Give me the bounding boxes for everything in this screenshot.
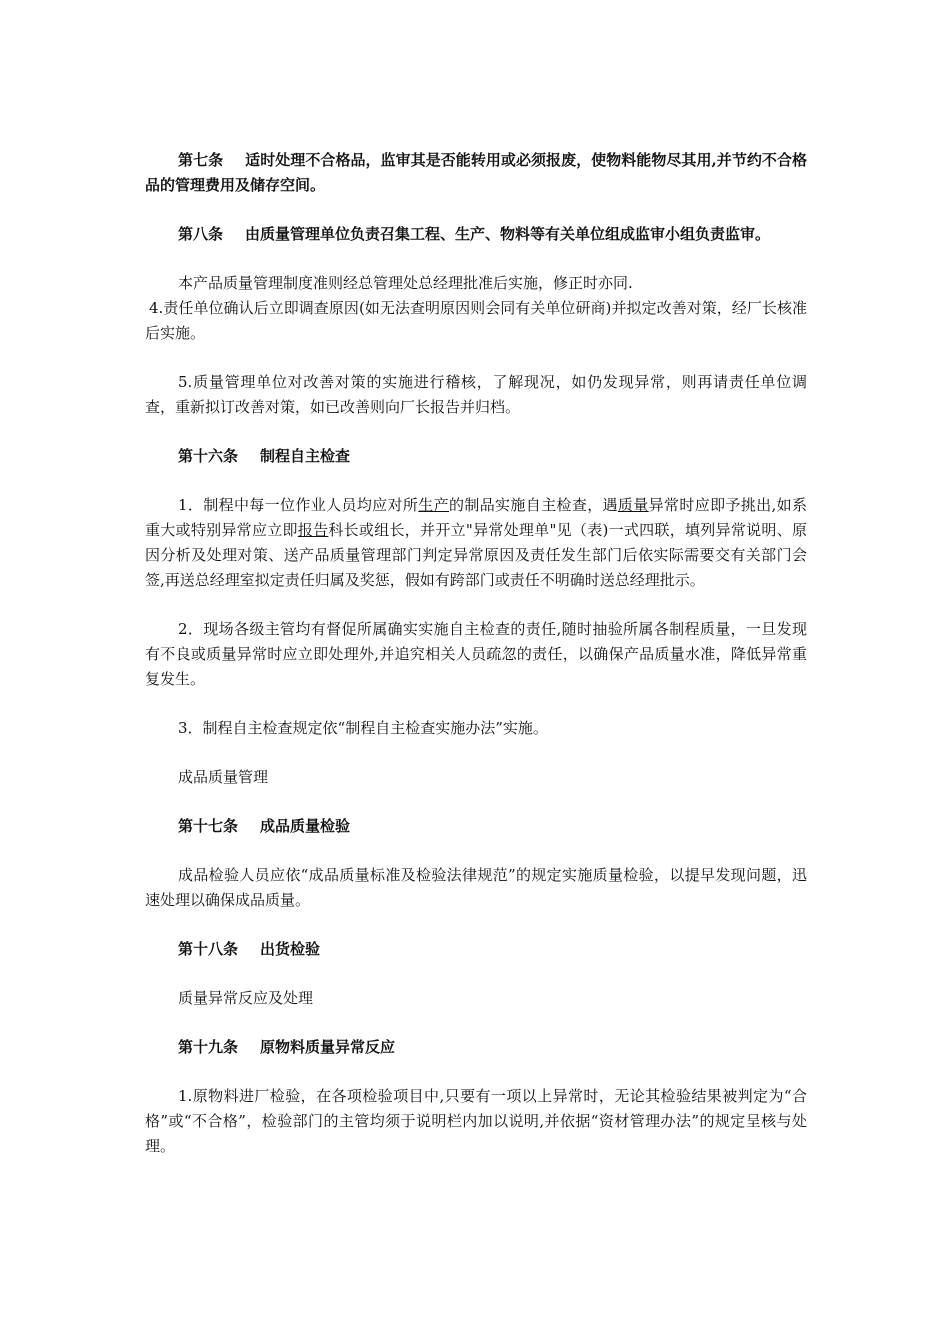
article-7 [145,148,807,198]
item-4: 4.责任单位确认后立即调查原因(如无法查明原因则会同有关单位研商)并拟定改善对策，经厂长核准后实施。 [145,299,807,342]
process-item-3: 3．制程自主检查规定依“制程自主检查实施办法”实施。 [178,719,548,737]
article-19-number: 第十九条 [178,1038,239,1056]
process-item-2: 2．现场各级主管均有督促所属确实实施自主检查的责任,随时抽验所属各制程质量，一旦发现有不良或质量异常时应立即处理外,并追究相关人员疏忽的责任，以确保产品质量水准，降低异常重复发生。 [145,620,807,688]
article-16-number: 第十六条 [178,447,239,465]
article-17-number: 第十七条 [178,817,239,835]
link-production[interactable]: 生产 [418,496,449,514]
item-5: 5.质量管理单位对改善对策的实施进行稽核，了解现况，如仍发现异常，则再请责任单位调查，重新拟订改善对策，如已改善则向厂长报告并归档。 [145,373,807,416]
article-17-heading [145,814,807,839]
process-item-1-part1: 1．制程中每一位作业人员均应对所 [178,496,419,514]
approval-note: 本产品质量管理制度准则经总管理处总经理批准后实施，修正时亦同. [178,274,633,292]
article-19-heading [145,1035,807,1060]
article-17-title: 成品质量检验 [260,817,351,835]
article-7-number: 第七条 [178,151,224,169]
article-18-title: 出货检验 [260,940,321,958]
link-report[interactable]: 报告 [297,521,329,539]
article-16-heading [145,444,807,469]
link-quality[interactable]: 质量 [617,496,649,514]
document-body [145,148,807,1183]
process-item-1 [145,493,807,593]
process-item-1-part2: 的制品实施自主检查，遇 [448,496,618,514]
article-8-number: 第八条 [178,225,224,243]
article-18-heading [145,937,807,962]
article-19-item-1: 1.原物料进厂检验，在各项检验项目中,只要有一项以上异常时，无论其检验结果被判定为“合格”或“不合格”，检验部门的主管均须于说明栏内加以说明,并依据“资材管理办法”的规定呈核与处理。 [145,1087,807,1155]
article-16-title: 制程自主检查 [260,447,351,465]
article-17-text: 成品检验人员应依“成品质量标准及检验法律规范”的规定实施质量检验，以提早发现问题，迅速处理以确保成品质量。 [145,866,807,909]
article-8-text: 由质量管理单位负责召集工程、生产、物料等有关单位组成监审小组负责监审。 [245,225,771,243]
process-item-1-part4: 科长或组长，并开立"异常处理单"见（表)一式四联，填列异常说明、原因分析及处理对策、送产品质量管理部门判定异常原因及责任发生部门后依实际需要交有关部门会签,再送总经理室拟定责任归属及奖惩，假如有跨部门或责任不明确时送总经理批示。 [145,521,807,589]
article-7-text: 适时处理不合格品，监审其是否能转用或必须报废，使物料能物尽其用,并节约不合格品的管理费用及储存空间。 [145,151,807,194]
section-finished-quality: 成品质量管理 [178,768,269,786]
article-8 [145,222,807,247]
article-18-number: 第十八条 [178,940,239,958]
article-19-title: 原物料质量异常反应 [260,1038,396,1056]
section-abnormal-handling: 质量异常反应及处理 [178,989,314,1007]
process-item-1-part3: 异常时应即予挑出,如系重大或特别异常应立即 [145,496,807,539]
